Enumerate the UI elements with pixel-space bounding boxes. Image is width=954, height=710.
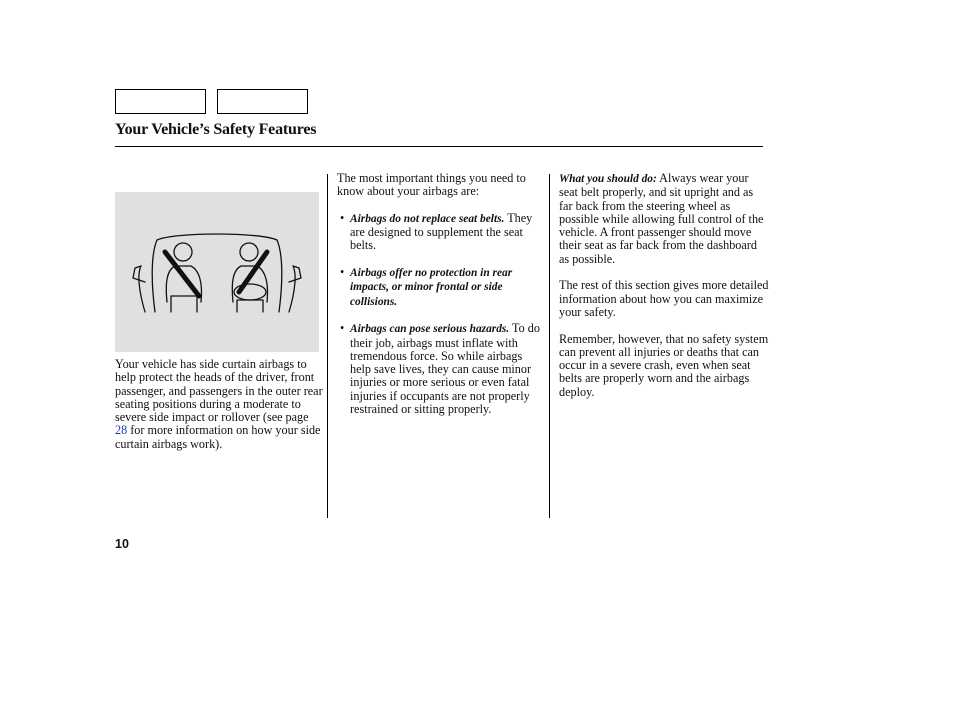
- bullet-body: To do their job, airbags must inflate with tremendous force. So while airbags help save lives, they can cause minor injuries or more serious or even fatal injuries if occupants are not properly restrained or sitting properly.: [350, 321, 540, 417]
- bullet-icon: •: [340, 321, 345, 336]
- what-you-should-do-paragraph: [559, 172, 769, 266]
- bullet-heading: Airbags can pose serious hazards.: [350, 323, 510, 336]
- bullet-item: [337, 322, 543, 416]
- bullet-heading: Airbags do not replace seat belts.: [350, 212, 505, 225]
- nav-button-next[interactable]: [217, 89, 308, 114]
- column-divider-right: [549, 174, 550, 518]
- bullet-item: [337, 266, 543, 309]
- seated-occupants-drawing: [115, 192, 319, 352]
- bullet-heading: Airbags offer no protection in rear impacts, or minor frontal or side collisions.: [350, 267, 513, 308]
- column-middle: [337, 172, 543, 430]
- bullet-item: [337, 212, 543, 253]
- paragraph-text: for more information on how your side curtain airbags work).: [115, 423, 321, 451]
- page-number: 10: [115, 537, 129, 551]
- rest-of-section-paragraph: The rest of this section gives more detailed information about how you can maximize your safety.: [559, 278, 769, 319]
- page-28-link[interactable]: 28: [115, 423, 128, 438]
- bullet-body: They are designed to supplement the seat belts.: [350, 210, 533, 253]
- intro-paragraph: The most important things you need to know about your airbags are:: [337, 171, 526, 199]
- page-title: Your Vehicle’s Safety Features: [115, 121, 317, 138]
- column-left: [115, 358, 323, 464]
- title-divider: [115, 146, 763, 147]
- bullet-icon: •: [340, 210, 345, 225]
- remember-paragraph: Remember, however, that no safety system can prevent all injuries or deaths that can occur in a severe crash, even when seat belts are properly worn and the airbags deploy.: [559, 331, 769, 399]
- occupants-illustration: [115, 192, 319, 352]
- paragraph-text: Your vehicle has side curtain airbags to help protect the heads of the driver, front passenger, and passengers in the outer rear seating positions during a moderate to severe side impact or rollover (see page: [115, 357, 323, 425]
- side-curtain-airbags-paragraph: [115, 358, 323, 451]
- paragraph-heading: What you should do:: [559, 173, 657, 185]
- nav-button-previous[interactable]: [115, 89, 206, 114]
- column-right: [559, 172, 769, 412]
- bullet-icon: •: [340, 265, 345, 280]
- paragraph-text: Always wear your seat belt properly, and sit upright and as far back from the steering wheel as possible while allowing full control of the vehicle. A front passenger should move their seat as far back from the dashboard as possible.: [559, 171, 764, 266]
- column-divider-left: [327, 174, 328, 518]
